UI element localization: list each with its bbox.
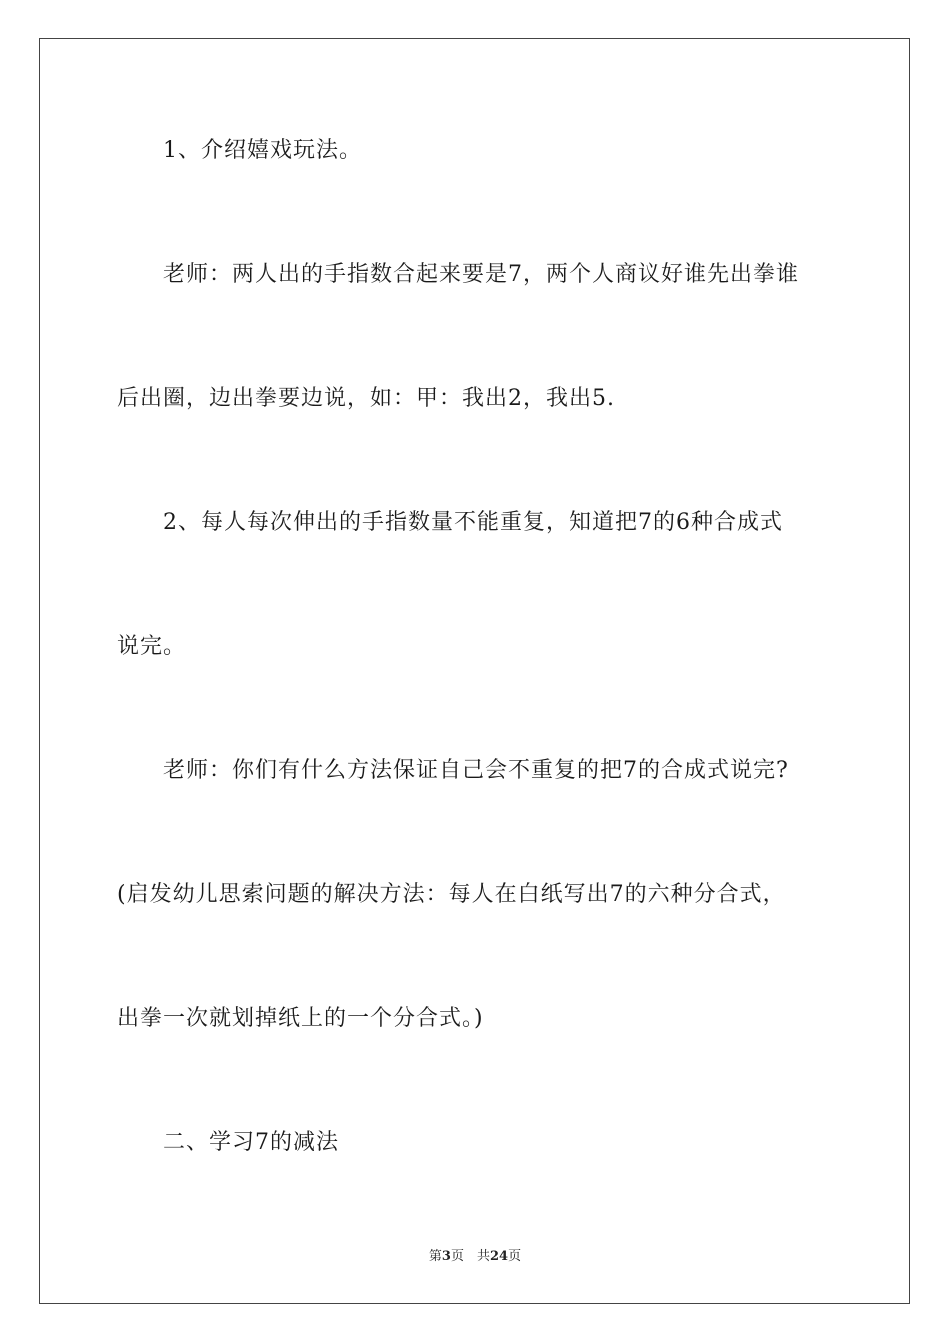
paragraph-line: 2、每人每次伸出的手指数量不能重复，知道把7的6种合成式	[163, 510, 783, 535]
paragraph-line: (启发幼儿思索问题的解决方法：每人在白纸写出7的六种分合式，	[117, 882, 786, 907]
paragraph-line: 老师：两人出的手指数合起来要是7，两个人商议好谁先出拳谁	[163, 262, 799, 287]
page-footer	[0, 1248, 950, 1266]
paragraph-line: 说完。	[117, 634, 187, 659]
paragraph-line: 出拳一次就划掉纸上的一个分合式。)	[117, 1006, 484, 1031]
footer-suffix: 页	[508, 1249, 522, 1264]
paragraph-line: 老师：你们有什么方法保证自己会不重复的把7的合成式说完?	[163, 758, 789, 783]
page-border	[39, 38, 910, 1304]
current-page-number: 3	[441, 1249, 451, 1264]
footer-prefix: 第	[428, 1249, 442, 1264]
paragraph-line: 后出圈，边出拳要边说，如：甲：我出2，我出5.	[117, 386, 615, 411]
paragraph-line: 1、介绍嬉戏玩法。	[163, 138, 362, 163]
section-heading: 二、学习7的减法	[163, 1130, 339, 1155]
total-page-count: 24	[489, 1249, 509, 1264]
footer-mid: 页 共	[450, 1249, 490, 1264]
